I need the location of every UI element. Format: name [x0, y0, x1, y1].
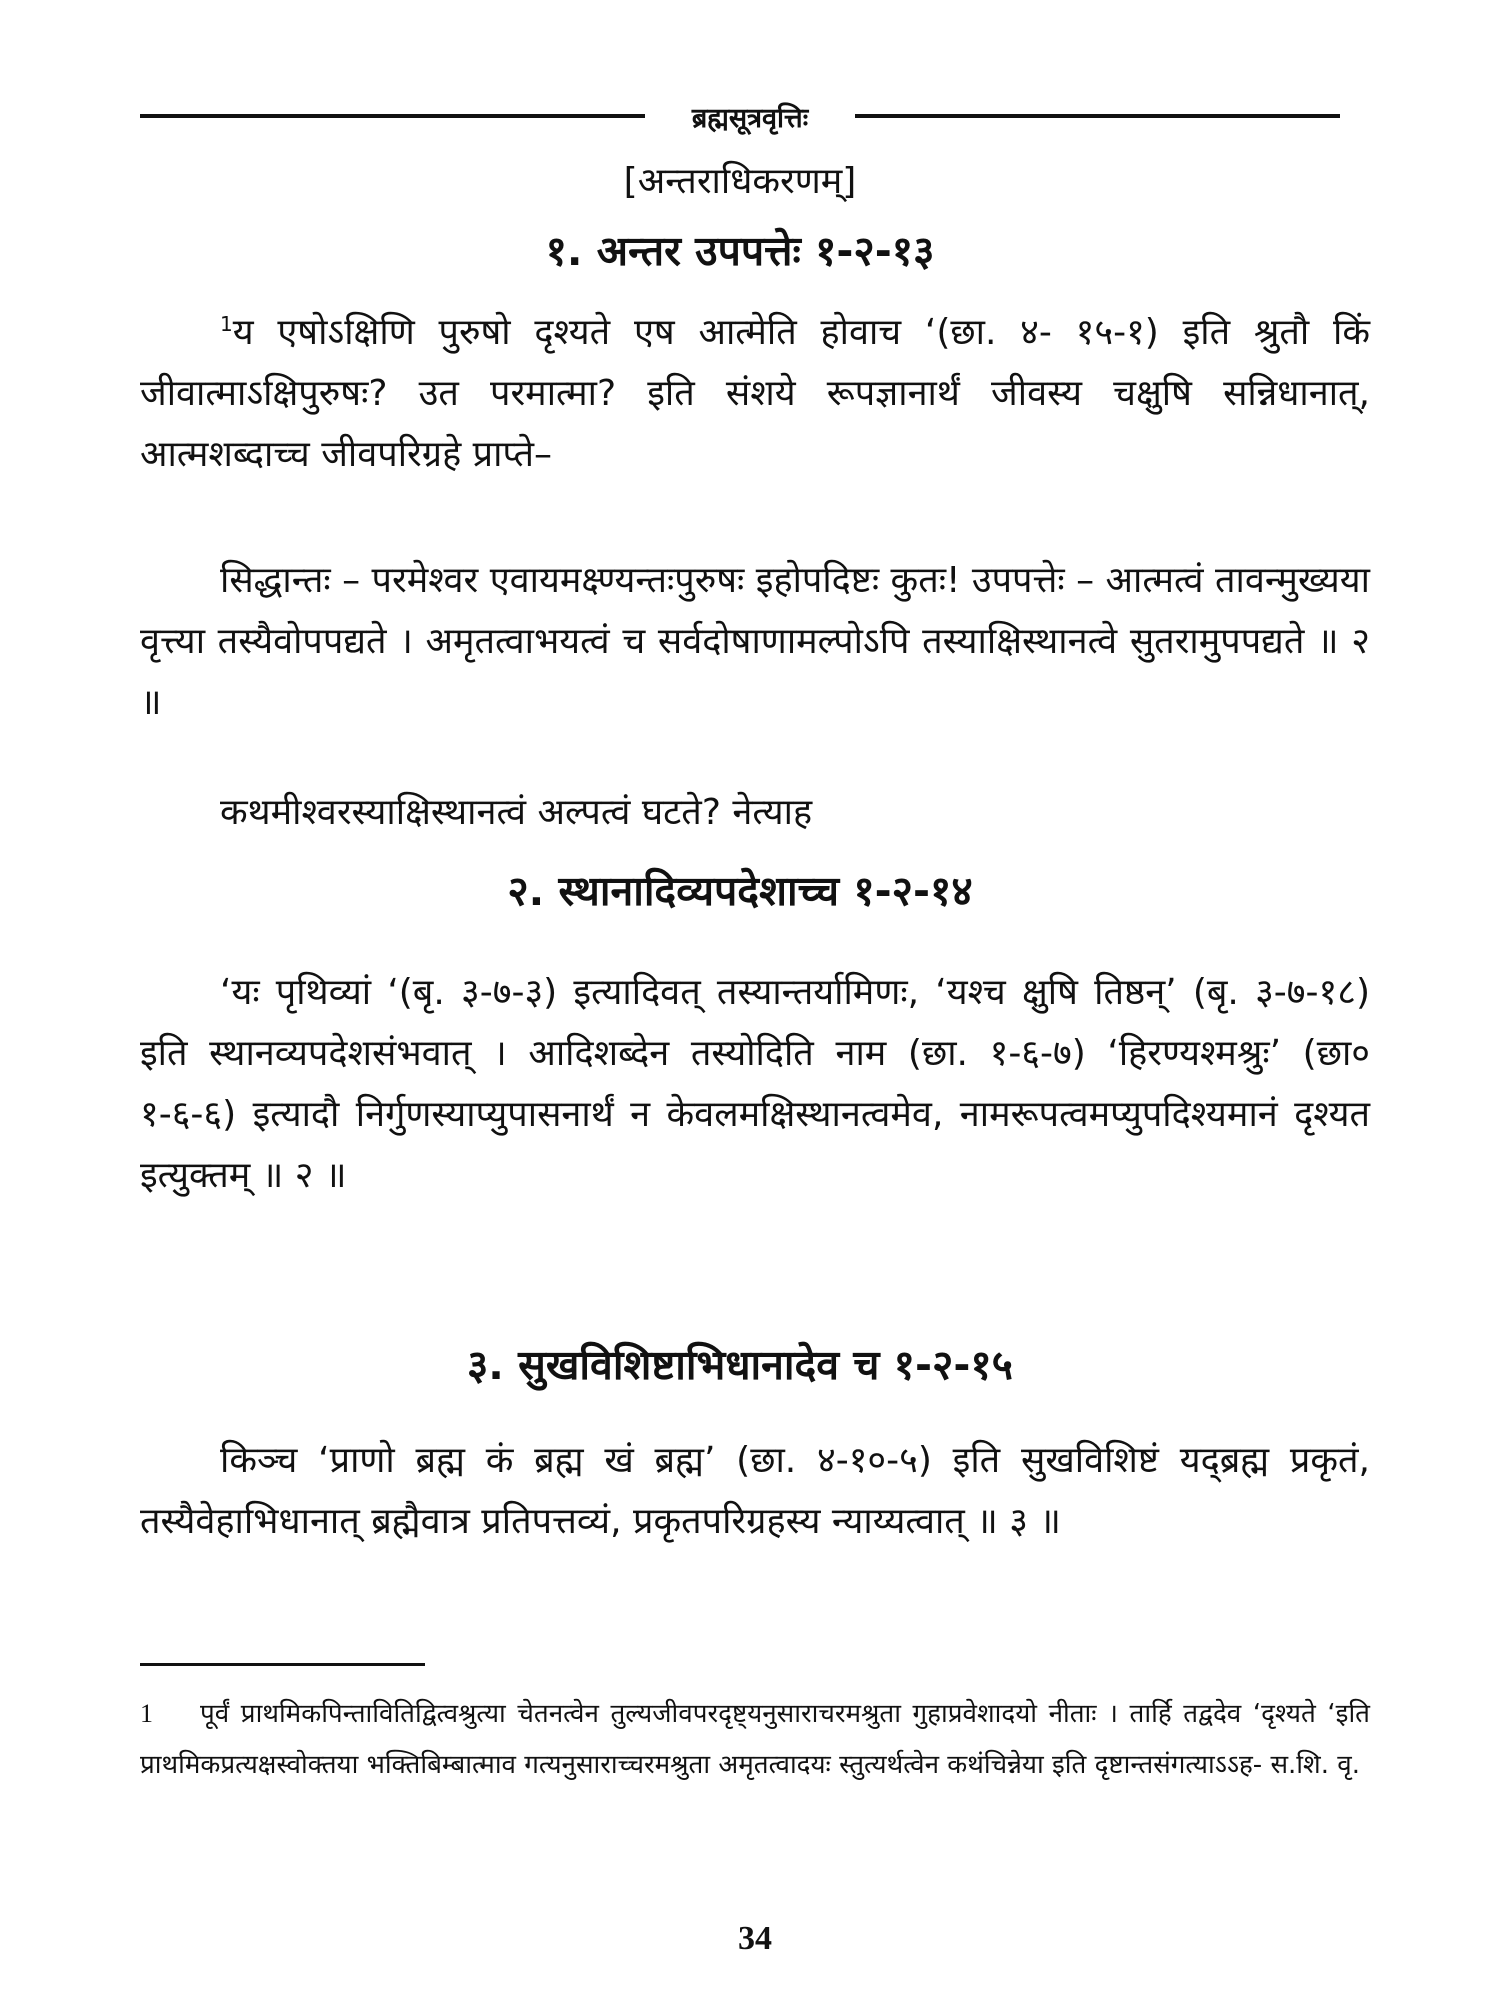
footnote-number: 1 — [140, 1699, 153, 1728]
running-head-title: ब्रह्मसूत्रवृत्तिः — [691, 103, 809, 134]
adhikarana-title: [अन्तराधिकरणम्] — [623, 161, 857, 202]
running-head — [140, 96, 1340, 136]
sutra-2-commentary: ‘यः पृथिव्यां ‘(बृ. ३-७-३) इत्यादिवत् तस्यान्तर्यामिणः, ‘यश्च क्षुषि तिष्ठन्’ (बृ. ३-७-१८) इति स्थानव्यपदेशसंभवात् । आदिशब्देन तस्योदिति नाम (छा. १-६-७) ‘हिरण्यश्मश्रुः’ (छा० १-६-६) इत्यादौ निर्गुणस्याप्युपासनार्थं न केवलमक्षिस्थानत्वमेव, नामरूपत्वमप्युपदिश्यमानं दृश्यत इत्युक्तम् ॥ २ ॥ — [140, 972, 1370, 1196]
sutra-1-commentary-3: कथमीश्वरस्याक्षिस्थानत्वं अल्पत्वं घटते? नेत्याह — [220, 792, 813, 833]
page-number: 34 — [738, 1920, 772, 1957]
footnote — [140, 1688, 1370, 1791]
sutra-heading-2: २. स्थानादिव्यपदेशाच्च १-२-१४ — [507, 867, 973, 915]
sutra-3-commentary: किञ्च ‘प्राणो ब्रह्म कं ब्रह्म खं ब्रह्म’ (छा. ४-१०-५) इति सुखविशिष्टं यद्ब्रह्म प्रकृतं, तस्यैवेहाभिधानात् ब्रह्मैवात्र प्रतिपत्तव्यं, प्रकृतपरिग्रहस्य न्याय्यत्वात् ॥ ३ ॥ — [140, 1440, 1370, 1542]
sutra-1-commentary-1-text: य एषोऽक्षिणि पुरुषो दृश्यते एष आत्मेति होवाच ‘(छा. ४- १५-१) इति श्रुतौ किं जीवात्माऽक्षिपुरुषः? उत परमात्मा? इति संशये रूपज्ञानार्थं जीवस्य चक्षुषि सन्निधानात्, आत्मशब्दाच्च जीवपरिग्रहे प्राप्ते– — [140, 312, 1370, 475]
footnote-rule — [140, 1663, 425, 1666]
footnote-text: पूर्वं प्राथमिकपिन्तावितिद्वित्वश्रुत्या चेतनत्वेन तुल्यजीवपरदृष्ट्यनुसाराचरमश्रुता गुहाप्रवेशादयो नीताः । तार्हि तद्वदेव ‘दृश्यते ‘इति प्राथमिकप्रत्यक्षस्वोक्तया भक्तिबिम्बात्माव गत्यनुसाराच्चरमश्रुता अमृतत्वादयः स्तुत्यर्थत्वेन कथंचिन्नेया इति दृष्टान्तसंगत्याऽऽह- स.शि. वृ. — [140, 1699, 1370, 1780]
sutra-heading-3: ३. सुखविशिष्टाभिधानादेव च १-२-१५ — [466, 1341, 1013, 1389]
sutra-heading-1: १. अन्तर उपपत्तेः १-२-१३ — [545, 227, 935, 275]
running-head-rule-left — [140, 114, 645, 118]
sutra-1-commentary-1 — [140, 302, 1370, 485]
running-head-rule-right — [855, 114, 1340, 118]
footnote-reference: 1 — [220, 312, 233, 336]
sutra-1-commentary-2: सिद्धान्तः – परमेश्वर एवायमक्ष्ण्यन्तःपुरुषः इहोपदिष्टः कुतः! उपपत्तेः – आत्मत्वं तावन्मुख्यया वृत्त्या तस्यैवोपपद्यते । अमृतत्वाभयत्वं च सर्वदोषाणामल्पोऽपि तस्याक्षिस्थानत्वे सुतरामुपपद्यते ॥ २ ॥ — [140, 560, 1370, 723]
